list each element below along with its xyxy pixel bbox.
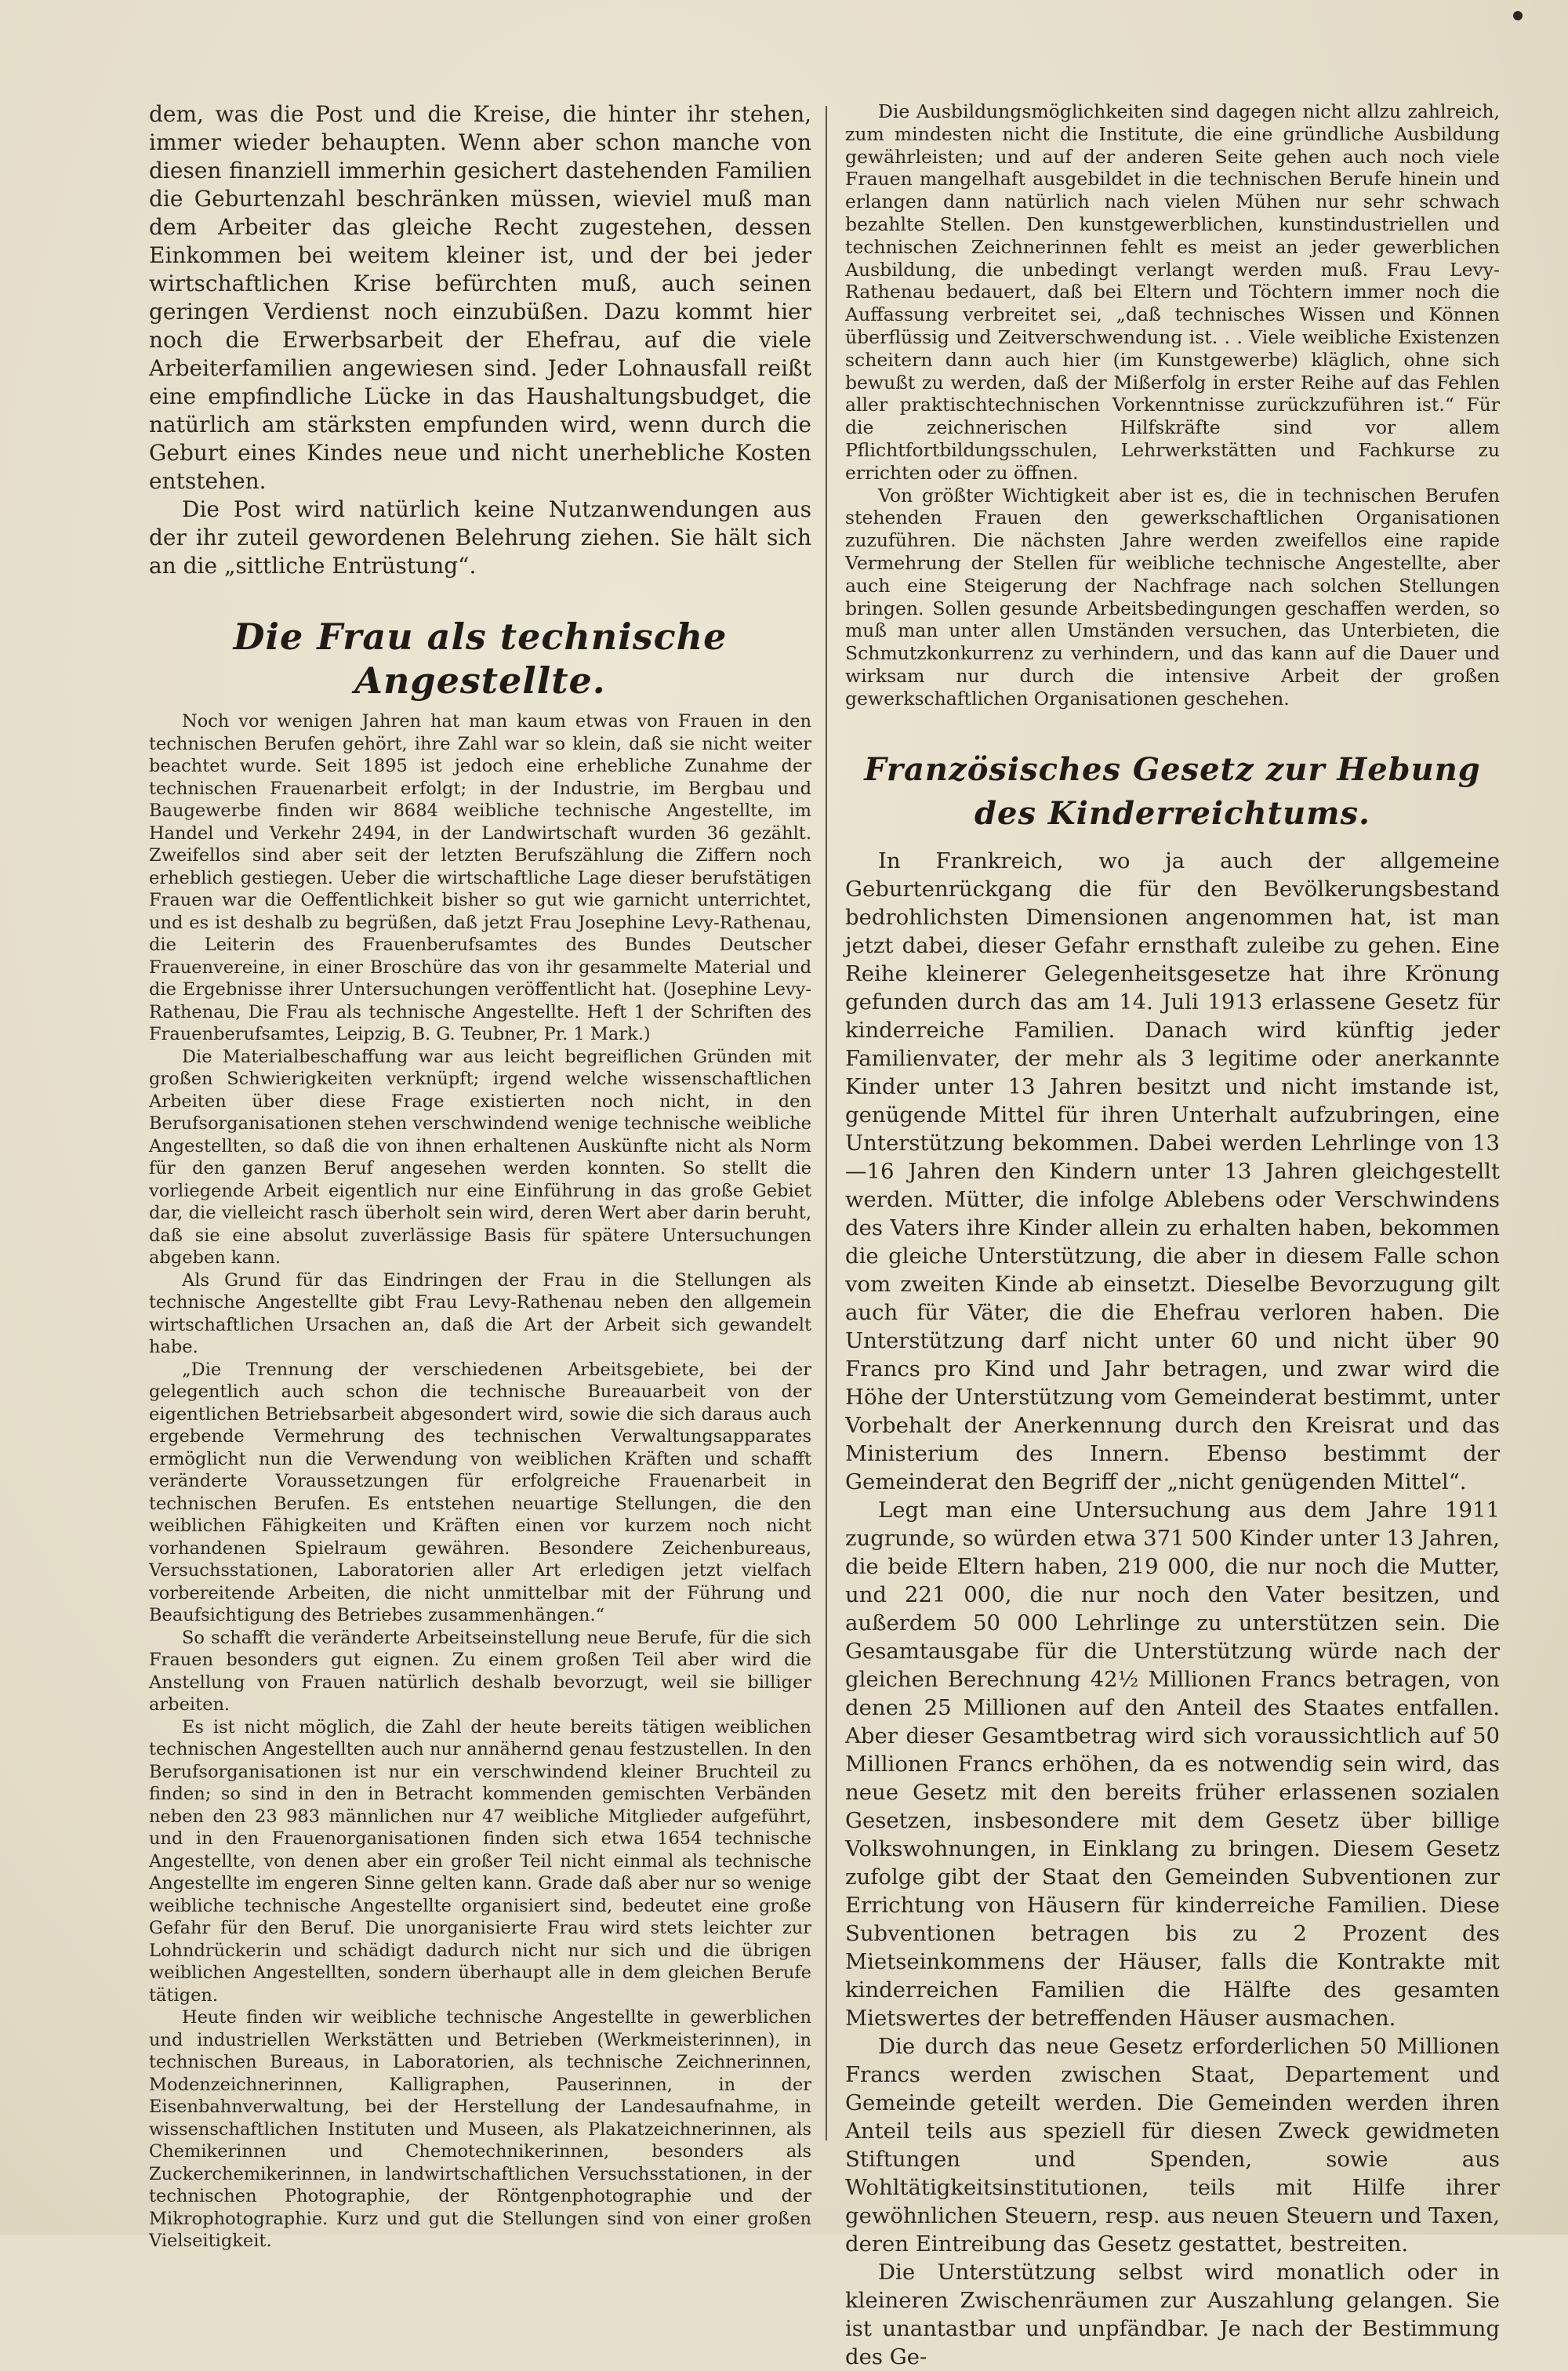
right-column bbox=[845, 100, 1500, 2369]
article-heading-french-law: Französisches Gesetz zur Hebung des Kinderreichtums. bbox=[864, 750, 1481, 832]
ink-dot bbox=[1513, 11, 1523, 20]
paragraph: dem, was die Post und die Kreise, die hinter ihr stehen, immer wieder behaupten. Wenn aber schon manche von diesen finanziell immerhin gesichert dastehenden Familien die Geburtenzahl beschränken müssen, wieviel muß man dem Arbeiter das gleiche Recht zugestehen, dessen Einkommen bei weitem kleiner ist, und der bei jeder wirtschaftlichen Krise befürchten muß, auch seinen geringen Verdienst noch einzubüßen. Dazu kommt hier noch die Erwerbsarbeit der Ehefrau, auf die viele Arbeiterfamilien angewiesen sind. Jeder Lohnausfall reißt eine empfindliche Lücke in das Haushaltungsbudget, die natürlich am stärksten empfunden wird, wenn durch die Geburt eines Kindes neue und nicht unerhebliche Kosten entstehen. bbox=[149, 101, 811, 494]
paragraph: So schafft die veränderte Arbeitseinstellung neue Berufe, für die sich Frauen besonders gut eignen. Zu einem großen Teil aber wird die Anstellung von Frauen natürlich deshalb bevorzugt, weil sie billiger arbeiten. bbox=[149, 1627, 811, 1715]
paragraph: Legt man eine Untersuchung aus dem Jahre 1911 zugrunde, so würden etwa 371 500 Kinder unter 13 Jahren, die beide Eltern haben, 219 000, die nur noch die Mutter, und 221 000, die nur noch den Vater besitzen, und außerdem 50 000 Lehrlinge zu unterstützen sein. Die Gesamtausgabe für die Unterstützung würde nach der gleichen Berechnung 42½ Millionen Francs betragen, von denen 25 Millionen auf den Anteil des Staates entfallen. Aber dieser Gesamtbetrag wird sich voraussichtlich auf 50 Millionen Francs erhöhen, da es notwendig sein wird, das neue Gesetz mit den bereits früher erlassenen sozialen Gesetzen, insbesondere mit dem Gesetz über billige Volkswohnungen, in Einklang zu bringen. Diesem Gesetz zufolge gibt der Staat den Gemeinden Subventionen zur Errichtung von Häusern für kinderreiche Familien. Diese Subventionen betragen bis zu 2 Prozent des Mietseinkommens der Häuser, falls die Kontrakte mit kinderreichen Familien die Hälfte des gesamten Mietswertes der betreffenden Häuser ausmachen. bbox=[845, 1497, 1500, 2031]
paragraph: Die Unterstützung selbst wird monatlich oder in kleineren Zwischenräumen zur Auszahlung gelangen. Sie ist unantastbar und unpfändbar. Je nach der Bestimmung des Ge- bbox=[845, 2259, 1500, 2369]
paragraph: Die Ausbildungsmöglichkeiten sind dagegen nicht allzu zahlreich, zum mindesten nicht die Institute, die eine gründliche Ausbildung gewährleisten; und auf der anderen Seite gehen auch noch viele Frauen mangelhaft ausgebildet in die technischen Berufe hinein und erlangen dann natürlich nach vielen Mühen nur sehr schwach bezahlte Stellen. Den kunstgewerblichen, kunstindustriellen und technischen Zeichnerinnen fehlt es meist an jeder gewerblichen Ausbildung, die unbedingt verlangt werden muß. Frau Levy-Rathenau bedauert, daß bei Eltern und Töchtern immer noch die Auffassung verbreitet sei, „daß technisches Wissen und Können überflüssig und Zeitverschwendung ist. . . Viele weibliche Existenzen scheitern dann auch hier (im Kunstgewerbe) kläglich, ohne sich bewußt zu werden, daß der Mißerfolg in erster Reihe auf das Fehlen aller praktischtechnischen Vorkenntnisse zurückzuführen ist.“ Für die zeichnerischen Hilfskräfte sind vor allem Pflichtfortbildungsschulen, Lehrwerkstätten und Fachkurse zu errichten oder zu öffnen. bbox=[845, 100, 1500, 484]
paragraph: Die durch das neue Gesetz erforderlichen 50 Millionen Francs werden zwischen Staat, Departement und Gemeinde geteilt werden. Die Gemeinden werden ihren Anteil teils aus speziell für diesen Zweck gewidmeten Stiftungen und Spenden, sowie aus Wohltätigkeitsinstitutionen, teils mit Hilfe ihrer gewöhnlichen Steuern, resp. aus neuen Steuern und Taxen, deren Eintreibung das Gesetz gestattet, bestreiten. bbox=[845, 2033, 1500, 2257]
paragraph: Von größter Wichtigkeit aber ist es, die in technischen Berufen stehenden Frauen den gewerkschaftlichen Organisationen zuzuführen. Die nächsten Jahre werden zweifellos eine rapide Vermehrung der Stellen für weibliche technische Angestellte, aber auch eine Steigerung der Nachfrage nach solchen Stellungen bringen. Sollen gesunde Arbeitsbedingungen geschaffen werden, so muß man unter allen Umständen versuchen, das Unterbieten, die Schmutzkonkurrenz zu verhindern, und das kann auf die Dauer und wirksam nur durch die intensive Arbeit der großen gewerkschaftlichen Organisationen geschehen. bbox=[845, 484, 1500, 710]
column-rule bbox=[826, 106, 827, 2140]
paragraph: Es ist nicht möglich, die Zahl der heute bereits tätigen weiblichen technischen Angestellten auch nur annähernd genau festzustellen. In den Berufsorganisationen ist nur ein verschwindend kleiner Bruchteil zu finden; so sind in den in Betracht kommenden gemischten Verbänden neben den 23 983 männlichen nur 47 weibliche Mitglieder aufgeführt, und in den Frauenorganisationen finden sich etwa 1654 technische Angestellte, von denen aber ein großer Teil nicht einmal als technische Angestellte im engeren Sinne gelten kann. Grade daß aber nur so wenige weibliche technische Angestellte organisiert sind, bedeutet eine große Gefahr für den Beruf. Die unorganisierte Frau wird stets leichter zur Lohndrückerin und schädigt dadurch nicht nur sich und die übrigen weiblichen Angestellten, sondern überhaupt alle in dem gleichen Berufe tätigen. bbox=[149, 1716, 811, 2006]
paragraph: Die Materialbeschaffung war aus leicht begreiflichen Gründen mit großen Schwierigkeiten verknüpft; irgend welche wissenschaftlichen Arbeiten über diese Frage existierten noch nicht, in den Berufsorganisationen stehen verschwindend wenige technische weibliche Angestellten, so daß die von ihnen erhaltenen Auskünfte nicht als Norm für den ganzen Beruf angesehen werden konnten. So stellt die vorliegende Arbeit eigentlich nur eine Einführung in das große Gebiet dar, die vielleicht rasch überholt sein wird, deren Wert aber darin beruht, daß sie eine absolut zuverlässige Basis für spätere Untersuchungen abgeben kann. bbox=[149, 1046, 811, 1268]
paragraph: Die Post wird natürlich keine Nutzanwendungen aus der ihr zuteil gewordenen Belehrung ziehen. Sie hält sich an die „sittliche Entrüstung“. bbox=[149, 496, 811, 579]
left-column bbox=[149, 100, 811, 2251]
paragraph: Heute finden wir weibliche technische Angestellte in gewerblichen und industriellen Werkstätten und Betrieben (Werkmeisterinnen), in technischen Bureaus, in Laboratorien, als technische Zeichnerinnen, Modenzeichnerinnen, Kalligraphen, Pauserinnen, in der Eisenbahnverwaltung, bei der Herstellung der Landesaufnahme, in wissenschaftlichen Instituten und Museen, als Plakatzeichnerinnen, als Chemikerinnen und Chemotechnikerinnen, besonders als Zuckerchemikerinnen, in landwirtschaftlichen Versuchsstationen, in der technischen Photographie, der Röntgenphotographie und der Mikrophotographie. Kurz und gut die Stellungen sind von einer großen Vielseitigkeit. bbox=[149, 2007, 811, 2251]
quote-paragraph: „Die Trennung der verschiedenen Arbeitsgebiete, bei der gelegentlich auch schon die technische Bureauarbeit von der eigentlichen Betriebsarbeit abgesondert wird, sowie die sich daraus auch ergebende Vermehrung des technischen Verwaltungsapparates ermöglicht nun die Verwendung von weiblichen Kräften und schafft veränderte Voraussetzungen für erfolgreiche Frauenarbeit in technischen Berufen. Es entstehen neuartige Stellungen, die den weiblichen Fähigkeiten und Kräften einen vor kurzem noch nicht vorhandenen Spielraum gewähren. Besondere Zeichenbureaus, Versuchsstationen, Laboratorien aller Art erledigen jetzt vielfach vorbereitende Arbeiten, die nicht unmittelbar mit der Führung und Beaufsichtigung des Betriebes zusammenhängen.“ bbox=[149, 1359, 811, 1625]
paragraph: Als Grund für das Eindringen der Frau in die Stellungen als technische Angestellte gibt Frau Levy-Rathenau neben den allgemein wirtschaftlichen Ursachen an, daß die Art der Arbeit sich gewandelt habe. bbox=[149, 1269, 811, 1357]
paragraph: Noch vor wenigen Jahren hat man kaum etwas von Frauen in den technischen Berufen gehört, ihre Zahl war so klein, daß sie nicht weiter beachtet wurde. Seit 1895 ist jedoch eine erhebliche Zunahme der technischen Frauenarbeit erfolgt; in der Industrie, im Bergbau und Baugewerbe finden wir 8684 weibliche technische Angestellte, im Handel und Verkehr 2494, in der Landwirtschaft wurden 36 gezählt. Zweifellos sind aber seit der letzten Berufszählung die Ziffern noch erheblich gestiegen. Ueber die wirtschaftliche Lage dieser berufstätigen Frauen war die Oeffentlichkeit bisher so gut wie garnicht unterrichtet, und es ist deshalb zu begrüßen, daß jetzt Frau Josephine Levy-Rathenau, die Leiterin des Frauenberufsamtes des Bundes Deutscher Frauenvereine, in einer Broschüre das von ihr gesammelte Material und die Ergebnisse ihrer Untersuchungen veröffentlicht hat. (Josephine Levy-Rathenau, Die Frau als technische Angestellte. Heft 1 der Schriften des Frauenberufsamtes, Leipzig, B. G. Teubner, Pr. 1 Mark.) bbox=[149, 711, 811, 1044]
article-heading-women-technical: Die Frau als technische Angestellte. bbox=[233, 615, 728, 702]
paragraph: In Frankreich, wo ja auch der allgemeine Geburtenrückgang die für den Bevölkerungsbestand bedrohlichsten Dimensionen angenommen hat, ist man jetzt dabei, dieser Gefahr ernsthaft zuleibe zu gehen. Eine Reihe kleinerer Gelegenheitsgesetze hat ihre Krönung gefunden durch das am 14. Juli 1913 erlassene Gesetz für kinderreiche Familien. Danach wird künftig jeder Familienvater, der mehr als 3 legitime oder anerkannte Kinder unter 13 Jahren besitzt und nicht imstande ist, genügende Mittel für ihren Unterhalt aufzubringen, eine Unterstützung bekommen. Dabei werden Lehrlinge von 13—16 Jahren den Kindern unter 13 Jahren gleichgestellt werden. Mütter, die infolge Ablebens oder Verschwindens des Vaters ihre Kinder allein zu erhalten haben, bekommen die gleiche Unterstützung, die aber in diesem Falle schon vom zweiten Kinde ab einsetzt. Dieselbe Bevorzugung gilt auch für Väter, die die Ehefrau verloren haben. Die Unterstützung darf nicht unter 60 und nicht über 90 Francs pro Kind und Jahr betragen, und zwar wird die Höhe der Unterstützung vom Gemeinderat bestimmt, unter Vorbehalt der Anerkennung durch den Kreisrat und das Ministerium des Innern. Ebenso bestimmt der Gemeinderat den Begriff der „nicht genügenden Mittel“. bbox=[845, 848, 1500, 1494]
